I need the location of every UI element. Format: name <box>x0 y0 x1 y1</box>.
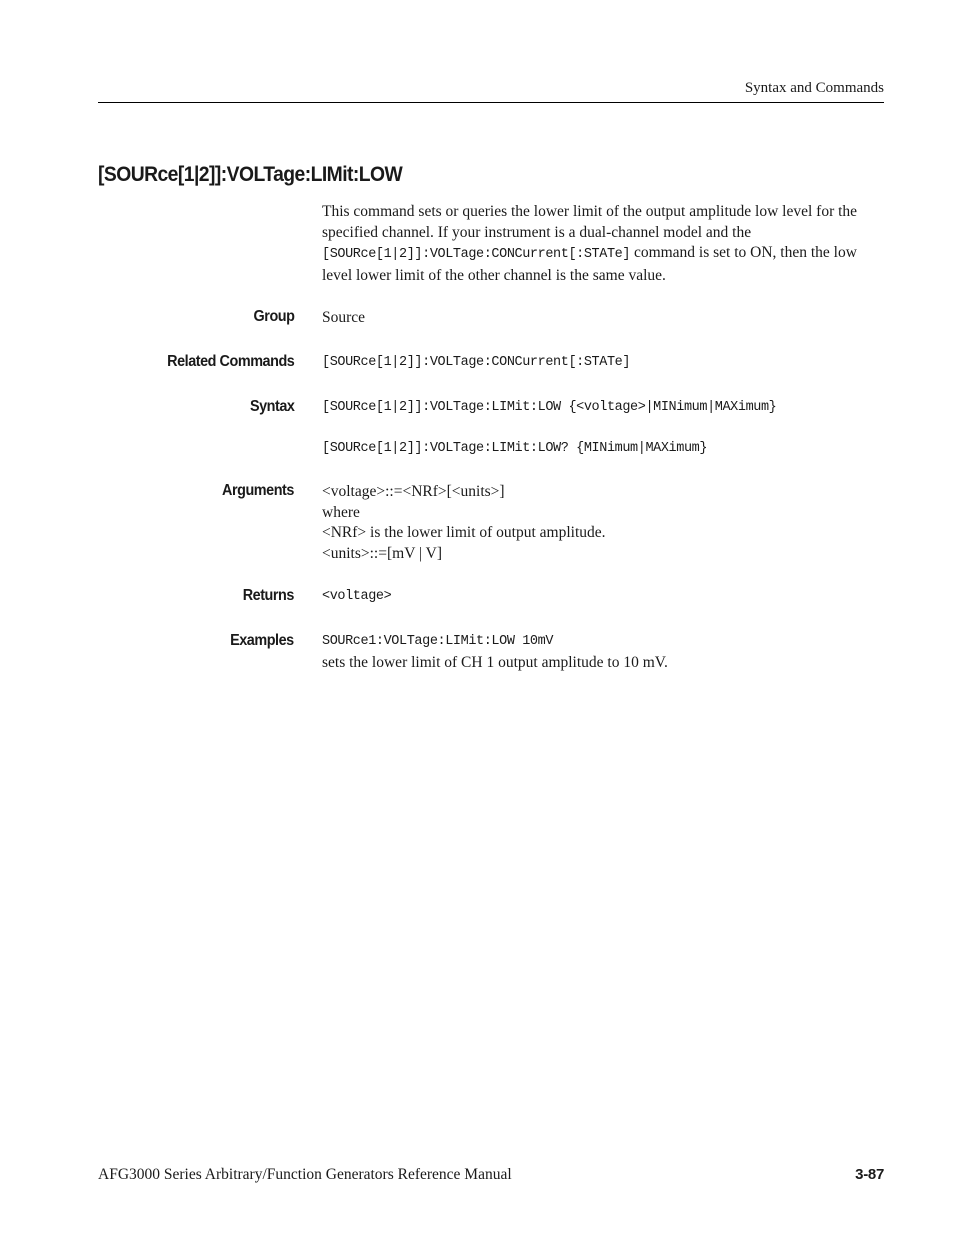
group-label: Group <box>253 308 294 325</box>
related-command-code: [SOURce[1|2]]:VOLTage:CONCurrent[:STATe] <box>322 355 631 370</box>
description-code: [SOURce[1|2]]:VOLTage:CONCurrent[:STATe] <box>322 247 631 262</box>
examples-content <box>322 632 888 673</box>
related-commands-content <box>322 353 888 374</box>
syntax-query-form: [SOURce[1|2]]:VOLTage:LIMit:LOW? {MINimum|MAXimum} <box>322 440 708 456</box>
syntax-label: Syntax <box>249 398 294 415</box>
returns-content <box>322 587 888 608</box>
group-content <box>322 308 888 329</box>
example-code: SOURce1:VOLTage:LIMit:LOW 10mV <box>322 634 554 649</box>
argument-line: <voltage>::=<NRf>[<units>] <box>322 483 505 500</box>
running-header: Syntax and Commands <box>744 80 884 96</box>
command-description <box>322 202 888 286</box>
example-explanation: sets the lower limit of CH 1 output amplitude to 10 mV. <box>322 653 668 671</box>
group-value: Source <box>322 309 366 326</box>
syntax-content <box>322 398 888 459</box>
header-rule <box>98 102 884 103</box>
examples-label: Examples <box>230 632 294 649</box>
syntax-set-form: [SOURce[1|2]]:VOLTage:LIMit:LOW {<voltage>|MINimum|MAXimum} <box>322 400 777 415</box>
returns-label: Returns <box>242 587 294 604</box>
returns-value: <voltage> <box>322 589 392 604</box>
arguments-content <box>322 482 888 564</box>
argument-line: where <box>322 503 360 521</box>
description-text-before: This command sets or queries the lower limit of the output amplitude low level for the specified channel. If your instrument is a dual-channel model and the <box>322 203 858 241</box>
argument-line: <units>::=[mV | V] <box>322 544 443 562</box>
related-commands-label: Related Commands <box>166 353 294 370</box>
argument-line: <NRf> is the lower limit of output amplitude. <box>322 524 606 541</box>
command-title: [SOURce[1|2]]:VOLTage:LIMit:LOW <box>98 163 403 186</box>
footer-manual-title: AFG3000 Series Arbitrary/Function Generators Reference Manual <box>98 1166 512 1183</box>
footer-page-number: 3-87 <box>855 1166 884 1183</box>
arguments-label: Arguments <box>222 482 294 499</box>
description-text-after: command is set to ON, then the low level lower limit of the other channel is the same value. <box>322 244 857 284</box>
